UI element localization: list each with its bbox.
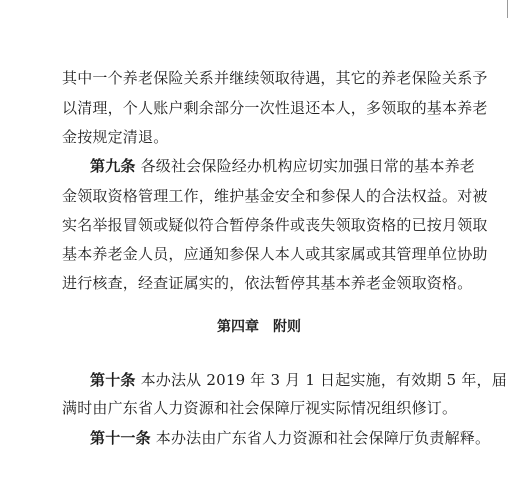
article-10-text: 本办法从 2019 年 3 月 1 日起实施，有效期 5 年，届	[140, 371, 507, 389]
article-9-text: 各级社会保险经办机构应切实加强日常的基本养老	[140, 157, 475, 175]
article-10-first-line	[90, 370, 507, 390]
article-11-label: 第十一条	[90, 429, 151, 447]
paragraph-line: 基本养老金人员，应通知参保人本人或其家属或其管理单位协助	[62, 245, 488, 263]
paragraph-line: 实名举报冒领或疑似符合暂停条件或丧失领取资格的已按月领取	[62, 216, 488, 234]
article-11-text: 本办法由广东省人力资源和社会保障厅负责解释。	[155, 429, 491, 447]
paragraph-line: 金按规定清退。	[62, 128, 169, 146]
paragraph-line: 金领取资格管理工作，维护基金安全和参保人的合法权益。对被	[62, 187, 488, 205]
paragraph-line: 其中一个养老保险关系并继续领取待遇，其它的养老保险关系予	[62, 69, 488, 87]
article-11-first-line	[90, 428, 490, 448]
paragraph-line: 以清理，个人账户剩余部分一次性退还本人，多领取的基本养老	[62, 99, 488, 117]
page-edge-line	[507, 0, 508, 18]
chapter-heading: 第四章 附则	[217, 319, 301, 335]
article-10-label: 第十条	[90, 371, 136, 389]
article-9-label: 第九条	[90, 157, 136, 175]
paragraph-line: 满时由广东省人力资源和社会保障厅视实际情况组织修订。	[62, 399, 458, 417]
article-9-first-line	[90, 156, 475, 176]
paragraph-line: 进行核查，经查证属实的，依法暂停其基本养老金领取资格。	[62, 274, 473, 292]
